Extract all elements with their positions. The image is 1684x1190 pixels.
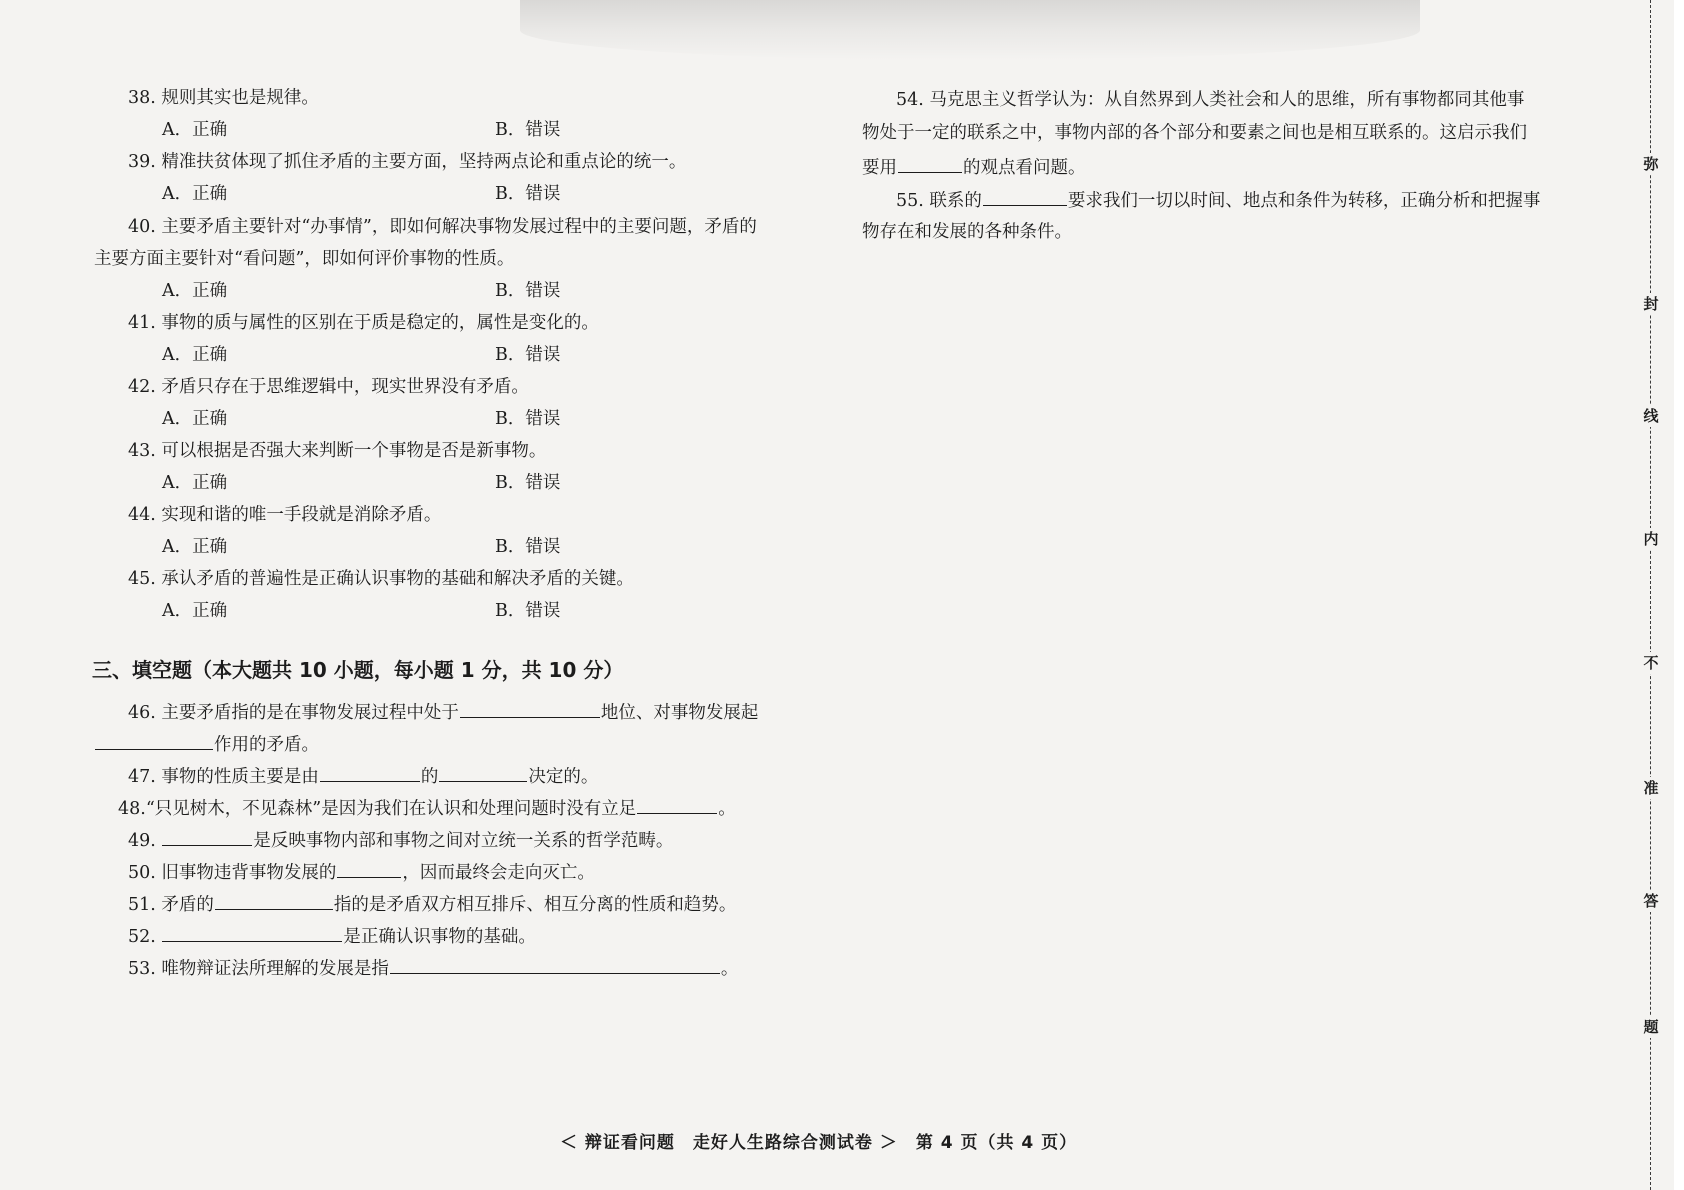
question-47 [94,763,598,789]
seal-line-char: 准 [1640,777,1662,799]
question-48 [118,795,736,821]
question-number: 42. [128,377,156,397]
question-text-part2: ，因而最终会走向灭亡。 [402,863,595,883]
option-false[interactable]: B．错误 [495,537,561,557]
question-text-part2: 的 [420,767,439,787]
answer-blank[interactable] [162,923,342,942]
question-number: 44. [128,505,156,525]
question-number: 50. [128,863,156,883]
option-true[interactable]: A．正确 [162,601,228,621]
page-footer: ＜ 辩证看问题 走好人生路综合测试卷 ＞ 第 4 页（共 4 页） [560,1133,1078,1153]
question-45 [94,567,634,591]
question-text: 可以根据是否强大来判断一个事物是否是新事物。 [161,441,547,461]
question-text-part1: 主要矛盾指的是在事物发展过程中处于 [161,703,459,723]
question-text-part1: 旧事物违背事物发展的 [161,863,337,883]
seal-line-char: 封 [1640,293,1662,315]
option-false[interactable]: B．错误 [495,473,561,493]
question-text-part2: 要求我们一切以时间、地点和条件为转移，正确分析和把握事 [1067,191,1541,211]
answer-blank[interactable] [983,187,1067,206]
question-number: 46. [128,703,156,723]
section-title-fill-in-blank: 三、填空题（本大题共 10 小题，每小题 1 分，共 10 分） [92,658,624,682]
question-text-part1: 是反映事物内部和事物之间对立统一关系的哲学范畴。 [253,831,674,851]
question-text-part2: 地位、对事物发展起 [600,703,759,723]
question-number: 39. [128,152,156,172]
option-false[interactable]: B．错误 [495,409,561,429]
question-number: 48. [118,799,146,819]
question-text: 精准扶贫体现了抓住矛盾的主要方面，坚持两点论和重点论的统一。 [161,152,687,172]
answer-blank[interactable] [637,795,717,814]
question-53 [94,955,738,981]
question-text: 矛盾只存在于思维逻辑中，现实世界没有矛盾。 [161,377,529,397]
question-number: 47. [128,767,156,787]
question-51 [94,891,736,917]
question-38 [94,86,319,110]
question-41 [94,311,599,335]
question-text-part1: 唯物辩证法所理解的发展是指 [161,959,389,979]
question-42 [94,375,529,399]
option-true[interactable]: A．正确 [162,184,228,204]
seal-line-char: 答 [1640,890,1662,912]
option-true[interactable]: A．正确 [162,120,228,140]
question-55 [896,187,1540,213]
question-text-part2: 。 [720,959,739,979]
question-number: 54. [896,90,924,110]
option-false[interactable]: B．错误 [495,601,561,621]
option-false[interactable]: B．错误 [495,184,561,204]
answer-blank[interactable] [898,154,962,173]
question-55-continuation: 物存在和发展的各种条件。 [862,222,1072,242]
seal-line-char: 弥 [1640,153,1662,175]
question-number: 38. [128,88,156,108]
seal-line-char: 内 [1640,528,1662,550]
option-false[interactable]: B．错误 [495,120,561,140]
question-46 [94,699,758,725]
question-44 [94,503,441,527]
question-number: 41. [128,313,156,333]
question-text: 事物的质与属性的区别在于质是稳定的，属性是变化的。 [161,313,599,333]
answer-blank[interactable] [320,763,420,782]
question-43 [94,439,546,463]
question-46-continuation [94,731,319,757]
seal-line-char: 不 [1640,652,1662,674]
question-text-part1: 事物的性质主要是由 [161,767,319,787]
question-number: 49. [128,831,156,851]
option-true[interactable]: A．正确 [162,473,228,493]
question-number: 51. [128,895,156,915]
answer-blank[interactable] [162,827,252,846]
question-text-part1: 要用 [862,158,897,178]
question-text-part1: 矛盾的 [161,895,214,915]
question-text-part1: “只见树木，不见森林”是因为我们在认识和处理问题时没有立足 [145,799,637,819]
question-text: 承认矛盾的普遍性是正确认识事物的基础和解决矛盾的关键。 [161,569,634,589]
answer-blank[interactable] [390,955,720,974]
question-52 [94,923,536,949]
question-text-part2: 的观点看问题。 [963,158,1086,178]
question-54-continuation: 物处于一定的联系之中，事物内部的各个部分和要素之间也是相互联系的。这启示我们 [862,123,1527,143]
question-number: 53. [128,959,156,979]
option-true[interactable]: A．正确 [162,345,228,365]
seal-line-char: 题 [1640,1016,1662,1038]
seal-line [1636,0,1666,1190]
answer-blank[interactable] [439,763,527,782]
option-false[interactable]: B．错误 [495,345,561,365]
page-edge [1674,0,1684,1190]
question-number: 52. [128,927,156,947]
question-54-continuation-2 [862,154,1086,180]
question-text: 规则其实也是规律。 [161,88,319,108]
question-number: 40. [128,217,156,237]
question-text-part1: 联系的 [929,191,982,211]
question-number: 43. [128,441,156,461]
question-39 [94,150,686,174]
scan-shadow [520,0,1420,60]
question-text-line1: 马克思主义哲学认为：从自然界到人类社会和人的思维，所有事物都同其他事 [929,90,1525,110]
answer-blank[interactable] [215,891,333,910]
question-text-part2: 。 [718,799,736,819]
question-text-part3: 决定的。 [528,767,599,787]
question-54 [896,88,1524,112]
answer-blank[interactable] [460,699,600,718]
question-number: 55. [896,191,924,211]
question-text-line1: 主要矛盾主要针对“办事情”，即如何解决事物发展过程中的主要问题，矛盾的 [161,217,757,237]
question-number: 45. [128,569,156,589]
answer-blank[interactable] [95,731,213,750]
question-40 [94,215,757,239]
question-text-part1: 是正确认识事物的基础。 [343,927,536,947]
seal-line-dashes [1650,0,1651,1190]
question-40-continuation: 主要方面主要针对“看问题”，即如何评价事物的性质。 [94,249,515,269]
option-false[interactable]: B．错误 [495,281,561,301]
option-true[interactable]: A．正确 [162,537,228,557]
option-true[interactable]: A．正确 [162,409,228,429]
answer-blank[interactable] [337,859,401,878]
question-50 [94,859,595,885]
option-true[interactable]: A．正确 [162,281,228,301]
seal-line-char: 线 [1640,405,1662,427]
question-text: 实现和谐的唯一手段就是消除矛盾。 [161,505,442,525]
question-text-part3: 作用的矛盾。 [214,735,319,755]
question-text-part2: 指的是矛盾双方相互排斥、相互分离的性质和趋势。 [333,895,737,915]
question-49 [94,827,673,853]
